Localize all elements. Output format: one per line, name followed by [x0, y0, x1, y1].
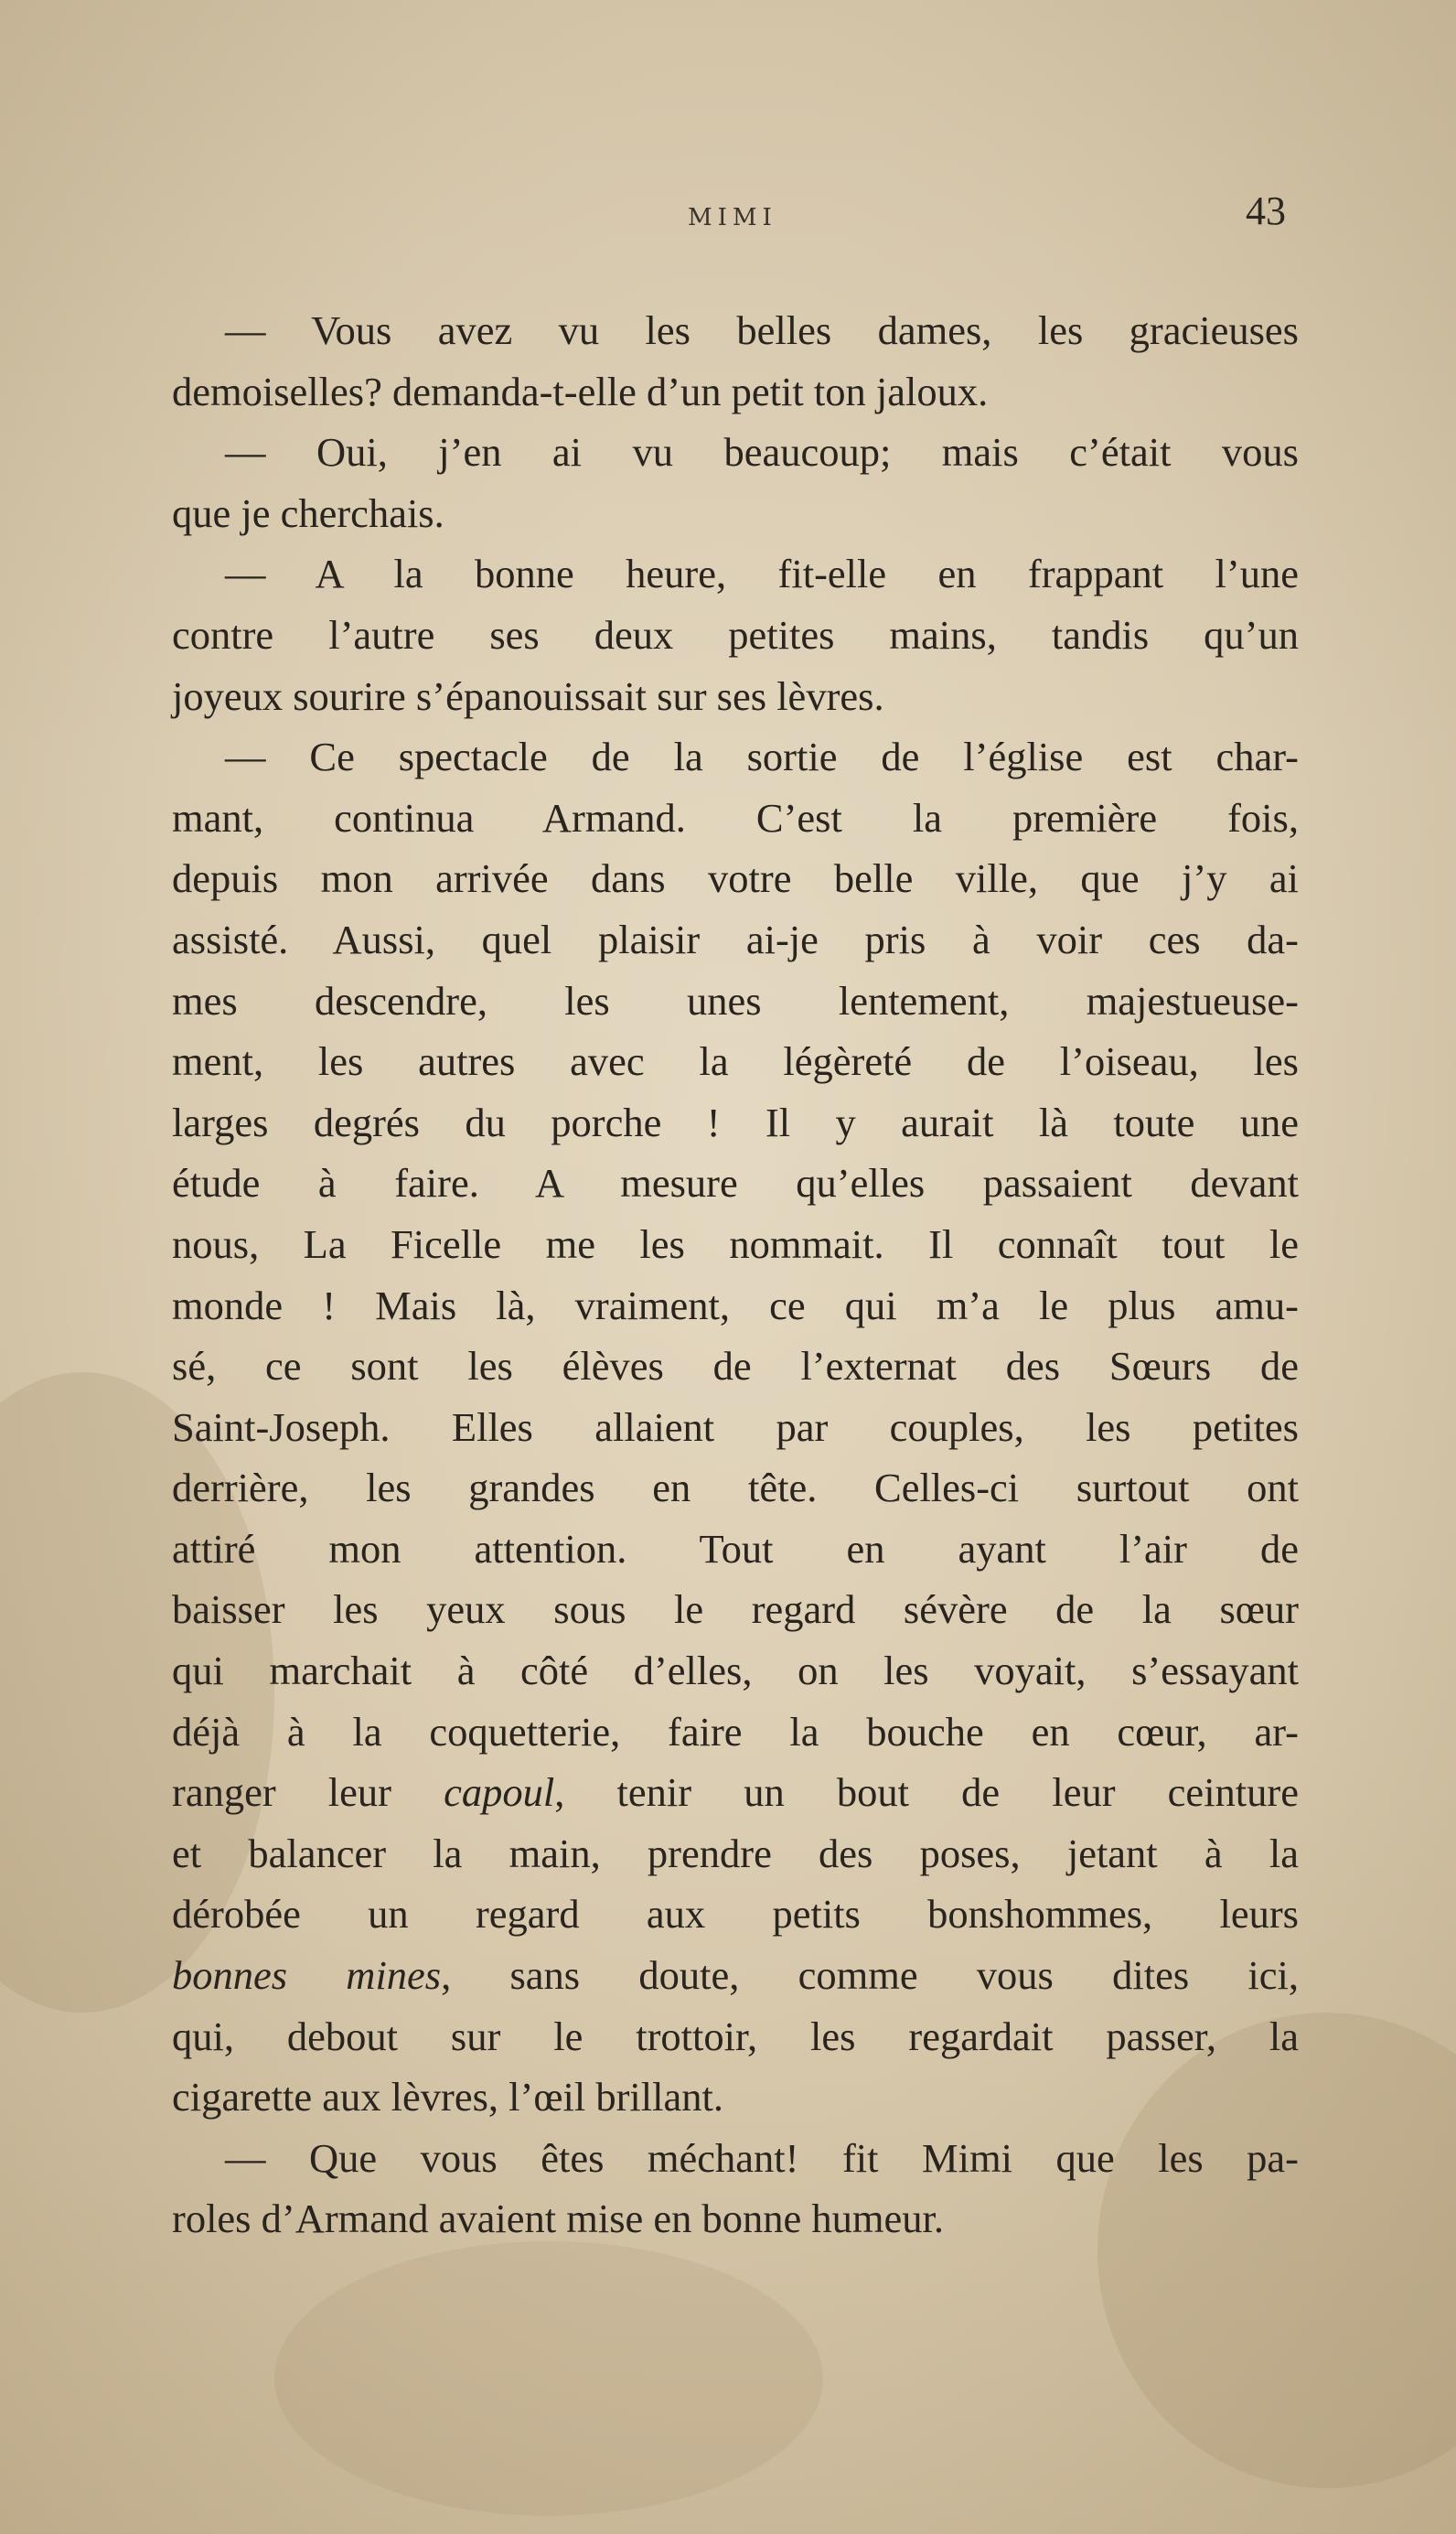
text-line: et balancer la main, prendre des poses, jetant à la [172, 1830, 1299, 1876]
text-line: attiré mon attention. Tout en ayant l’air de [172, 1525, 1299, 1572]
text-line: — Ce spectacle de la sortie de l’église est char- [225, 734, 1299, 780]
text-line: — Que vous êtes méchant! fit Mimi que les pa- [225, 2134, 1299, 2181]
text-line: mes descendre, les unes lentement, majestueuse- [172, 977, 1299, 1024]
text-segment: ranger leur [172, 1769, 444, 1816]
text-line: baisser les yeux sous le regard sévère de la sœur [172, 1586, 1299, 1633]
text-line: depuis mon arrivée dans votre belle ville, que j’y ai [172, 855, 1299, 902]
page-header [0, 188, 1456, 242]
text-line: roles d’Armand avaient mise en bonne humeur. [172, 2196, 945, 2242]
text-line: assisté. Aussi, quel plaisir ai-je pris à voir ces da- [172, 916, 1299, 962]
text-line: ment, les autres avec la légèreté de l’oiseau, les [172, 1038, 1299, 1085]
text-line: que je cherchais. [172, 489, 444, 536]
text-line: — A la bonne heure, fit-elle en frappant l’une [225, 551, 1299, 597]
text-line: — Vous avez vu les belles dames, les gracieuses [225, 307, 1299, 353]
running-title: MIMI [688, 204, 777, 231]
text-segment: , tenir un bout de leur ceinture [554, 1769, 1299, 1816]
italic-segment: bonnes mines [172, 1952, 442, 1999]
text-line: déjà à la coquetterie, faire la bouche en cœur, ar- [172, 1708, 1299, 1755]
body-text [172, 300, 1299, 2249]
text-line [172, 1945, 1299, 2006]
text-line: larges degrés du porche ! Il y aurait là toute une [172, 1099, 1299, 1145]
text-line: monde ! Mais là, vraiment, ce qui m’a le plus amu- [172, 1282, 1299, 1328]
text-line: étude à faire. A mesure qu’elles passaient devant [172, 1160, 1299, 1207]
text-line: Saint-Joseph. Elles allaient par couples, les petites [172, 1403, 1299, 1450]
text-line: sé, ce sont les élèves de l’externat des Sœurs de [172, 1343, 1299, 1390]
text-line: qui marchait à côté d’elles, on les voyait, s’essayant [172, 1648, 1299, 1694]
text-line: qui, debout sur le trottoir, les regardait passer, la [172, 2013, 1299, 2059]
text-line: joyeux sourire s’épanouissait sur ses lèvres. [172, 672, 884, 719]
text-line: contre l’autre ses deux petites mains, tandis qu’un [172, 611, 1299, 658]
text-line: dérobée un regard aux petits bonshommes, leurs [172, 1891, 1299, 1938]
text-line: — Oui, j’en ai vu beaucoup; mais c’était vous [225, 429, 1299, 476]
text-line: nous, La Ficelle me les nommait. Il connaît tout le [172, 1220, 1299, 1267]
paper-stain [274, 2241, 823, 2516]
text-segment: , sans doute, comme vous dites ici, [441, 1952, 1299, 1999]
text-line: demoiselles? demanda-t-elle d’un petit ton jaloux. [172, 368, 989, 414]
italic-segment: capoul [444, 1769, 555, 1816]
text-line: derrière, les grandes en tête. Celles-ci surtout ont [172, 1465, 1299, 1511]
text-line: mant, continua Armand. C’est la première fois, [172, 794, 1299, 841]
text-line [172, 1762, 1299, 1823]
text-line: cigarette aux lèvres, l’œil brillant. [172, 2074, 723, 2121]
page-number: 43 [1246, 188, 1286, 233]
